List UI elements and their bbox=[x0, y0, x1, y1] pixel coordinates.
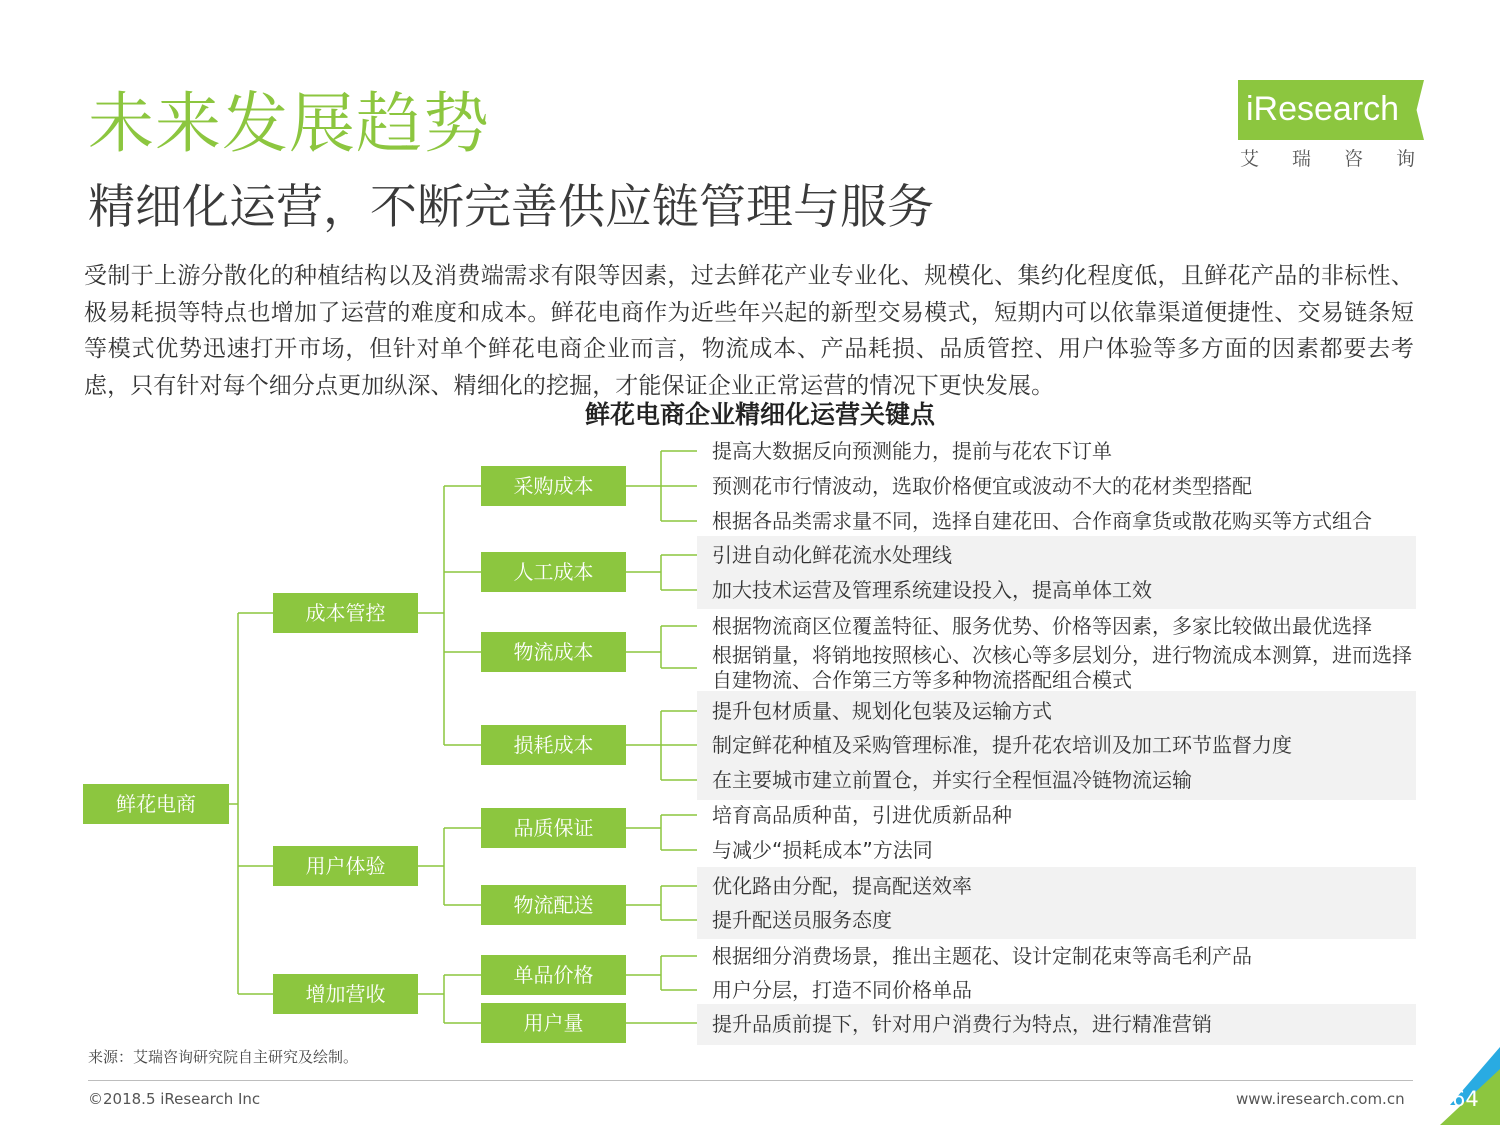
leaf-item: 提高大数据反向预测能力，提前与花农下订单 bbox=[712, 439, 1112, 463]
node-user-experience: 用户体验 bbox=[273, 846, 418, 886]
node-labor-cost: 人工成本 bbox=[481, 552, 626, 592]
diagram-title: 鲜花电商企业精细化运营关键点 bbox=[584, 400, 935, 429]
node-logistics-delivery: 物流配送 bbox=[481, 885, 626, 925]
page-number: 64 bbox=[1452, 1087, 1479, 1111]
node-loss-cost: 损耗成本 bbox=[481, 725, 626, 765]
node-quality-assurance: 品质保证 bbox=[481, 808, 626, 848]
logo-chinese: 艾瑞咨询 bbox=[1240, 148, 1449, 170]
leaf-item: 培育高品质种苗，引进优质新品种 bbox=[712, 803, 1012, 827]
node-root: 鲜花电商 bbox=[83, 784, 229, 824]
leaf-item: 根据各品类需求量不同，选择自建花田、合作商拿货或散花购买等方式组合 bbox=[712, 509, 1372, 533]
node-logistics-cost: 物流成本 bbox=[481, 632, 626, 672]
leaf-item: 提升包材质量、规划化包装及运输方式 bbox=[712, 699, 1052, 723]
footer-divider bbox=[88, 1080, 1413, 1081]
source-note: 来源：艾瑞咨询研究院自主研究及绘制。 bbox=[88, 1048, 359, 1066]
leaf-item: 制定鲜花种植及采购管理标准，提升花农培训及加工环节监督力度 bbox=[712, 733, 1292, 757]
page-subtitle: 精细化运营，不断完善供应链管理与服务 bbox=[88, 180, 934, 235]
leaf-item: 提升品质前提下，针对用户消费行为特点，进行精准营销 bbox=[712, 1012, 1212, 1036]
leaf-item: 根据销量，将销地按照核心、次核心等多层划分，进行物流成本测算，进而选择自建物流、合作第三方等多种物流搭配组合模式 bbox=[712, 643, 1412, 692]
copyright: ©2018.5 iResearch Inc bbox=[88, 1090, 261, 1108]
node-user-count: 用户量 bbox=[481, 1003, 626, 1043]
node-unit-price: 单品价格 bbox=[481, 955, 626, 995]
page-title: 未来发展趋势 bbox=[88, 85, 490, 162]
node-purchase-cost: 采购成本 bbox=[481, 466, 626, 506]
leaf-item: 在主要城市建立前置仓，并实行全程恒温冷链物流运输 bbox=[712, 768, 1192, 792]
website-link[interactable]: www.iresearch.com.cn bbox=[1236, 1090, 1405, 1108]
logo-text: iResearch bbox=[1246, 90, 1400, 128]
leaf-item: 加大技术运营及管理系统建设投入，提高单体工效 bbox=[712, 578, 1152, 602]
leaf-item: 提升配送员服务态度 bbox=[712, 908, 892, 932]
leaf-item: 根据细分消费场景，推出主题花、设计定制花束等高毛利产品 bbox=[712, 944, 1252, 968]
leaf-item: 用户分层，打造不同价格单品 bbox=[712, 978, 972, 1002]
node-increase-revenue: 增加营收 bbox=[273, 974, 418, 1014]
leaf-item: 与减少“损耗成本”方法同 bbox=[712, 838, 933, 862]
node-cost-control: 成本管控 bbox=[273, 593, 418, 633]
leaf-item: 引进自动化鲜花流水处理线 bbox=[712, 543, 952, 567]
leaf-item: 根据物流商区位覆盖特征、服务优势、价格等因素，多家比较做出最优选择 bbox=[712, 614, 1372, 638]
intro-paragraph: 受制于上游分散化的种植结构以及消费端需求有限等因素，过去鲜花产业专业化、规模化、集约化程度低，且鲜花产品的非标性、极易耗损等特点也增加了运营的难度和成本。鲜花电商作为近些年兴起的新型交易模式，短期内可以依靠渠道便捷性、交易链条短等模式优势迅速打开市场，但针对单个鲜花电商企业而言，物流成本、产品耗损、品质管控、用户体验等多方面的因素都要去考虑，只有针对每个细分点更加纵深、精细化的挖掘，才能保证企业正常运营的情况下更快发展。 bbox=[84, 263, 1414, 399]
leaf-item: 预测花市行情波动，选取价格便宜或波动不大的花材类型搭配 bbox=[712, 474, 1252, 498]
leaf-item: 优化路由分配，提高配送效率 bbox=[712, 874, 972, 898]
